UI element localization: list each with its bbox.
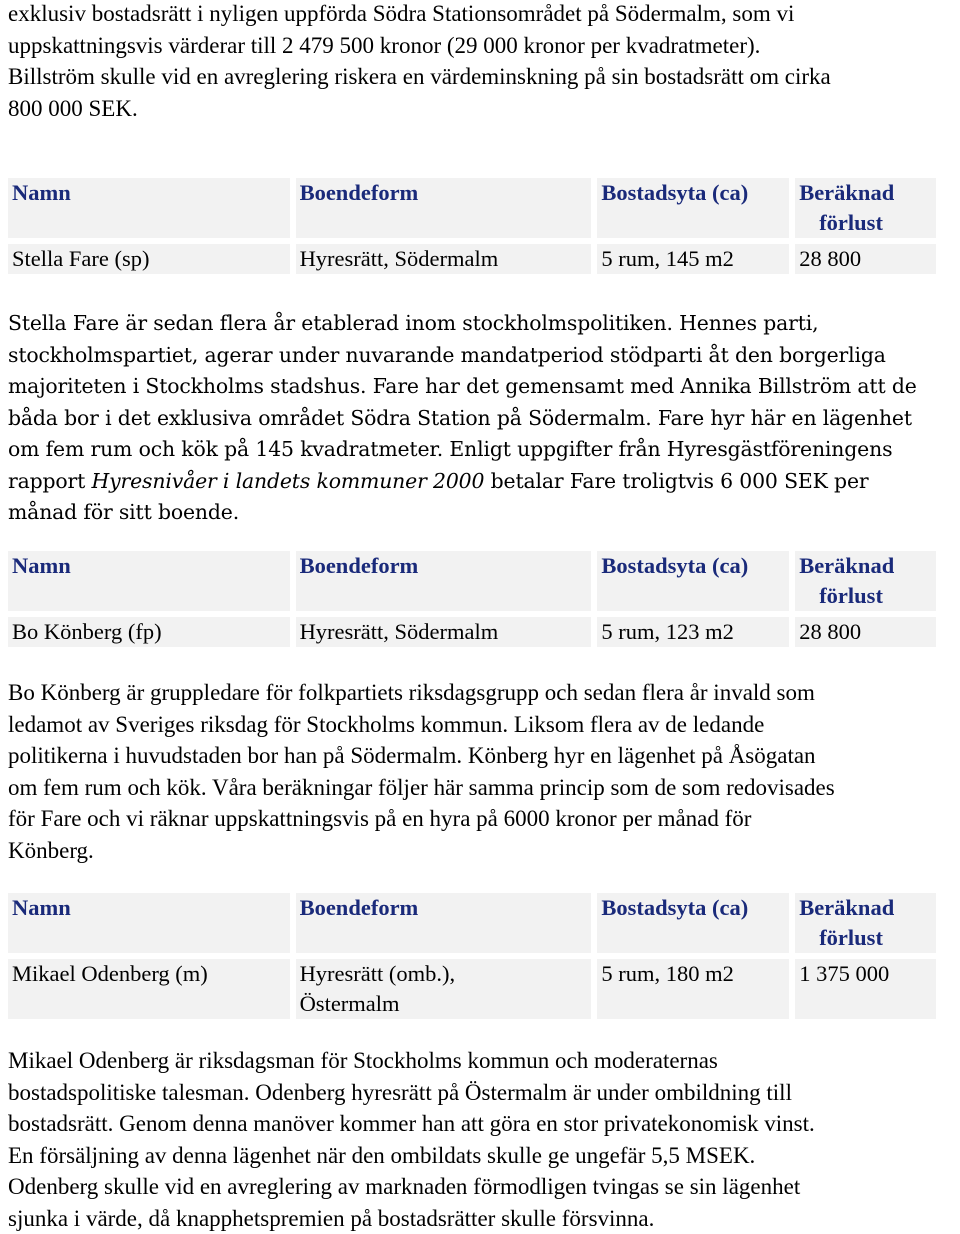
text-line: uppskattningsvis värderar till 2 479 500 kronor (29 000 kronor per kvadratmeter). xyxy=(8,30,956,62)
housing-table-odenberg xyxy=(2,887,942,1025)
cell-form: Hyresrätt, Södermalm xyxy=(296,617,592,647)
header-beraknad-forlust xyxy=(795,178,936,238)
table-row xyxy=(8,617,936,647)
text-line: stockholmspartiet, agerar under nuvarande mandatperiod stödparti åt den borgerliga xyxy=(8,340,956,372)
header-namn: Namn xyxy=(8,893,290,953)
text-line: Bo Könberg är gruppledare för folkpartiets riksdagsgrupp och sedan flera år invald som xyxy=(8,677,956,709)
table-header-row xyxy=(8,551,936,611)
text-line: 800 000 SEK. xyxy=(8,93,956,125)
text-line: Könberg. xyxy=(8,835,956,867)
text-line: båda bor i det exklusiva området Södra Station på Södermalm. Fare hyr här en lägenhet xyxy=(8,403,956,435)
cell-name: Stella Fare (sp) xyxy=(8,244,290,274)
konberg-paragraph xyxy=(8,677,956,866)
header-namn: Namn xyxy=(8,178,290,238)
header-boendeform: Boendeform xyxy=(296,893,592,953)
cell-form-line: Hyresrätt (omb.), xyxy=(300,959,588,989)
text-line: Billström skulle vid en avreglering riskera en värdeminskning på sin bostadsrätt om cirka xyxy=(8,61,956,93)
text-line: Odenberg skulle vid en avreglering av marknaden förmodligen tvingas se sin lägenhet xyxy=(8,1171,956,1203)
header-beraknad-forlust xyxy=(795,893,936,953)
report-title: Hyresnivåer i landets kommuner 2000 xyxy=(92,469,485,493)
text-line: exklusiv bostadsrätt i nyligen uppförda Södra Stationsområdet på Södermalm, som vi xyxy=(8,0,956,30)
header-forlust: förlust xyxy=(799,923,932,953)
table-row xyxy=(8,244,936,274)
text-line: Stella Fare är sedan flera år etablerad inom stockholmspolitiken. Hennes parti, xyxy=(8,308,956,340)
cell-loss: 28 800 xyxy=(795,244,936,274)
cell-name: Bo Könberg (fp) xyxy=(8,617,290,647)
header-bostadsyta: Bostadsyta (ca) xyxy=(597,551,789,611)
text-fragment: betalar Fare troligtvis 6 000 SEK per xyxy=(484,469,868,493)
header-beraknad: Beräknad xyxy=(799,893,932,923)
cell-area: 5 rum, 123 m2 xyxy=(597,617,789,647)
text-line xyxy=(8,466,956,498)
cell-area: 5 rum, 180 m2 xyxy=(597,959,789,1019)
text-line: månad för sitt boende. xyxy=(8,497,956,529)
text-line: Mikael Odenberg är riksdagsman för Stockholms kommun och moderaternas xyxy=(8,1045,956,1077)
header-bostadsyta: Bostadsyta (ca) xyxy=(597,178,789,238)
housing-table-fare xyxy=(2,172,942,280)
cell-form: Hyresrätt, Södermalm xyxy=(296,244,592,274)
header-namn: Namn xyxy=(8,551,290,611)
text-line: politikerna i huvudstaden bor han på Södermalm. Könberg hyr en lägenhet på Åsögatan xyxy=(8,740,956,772)
odenberg-paragraph xyxy=(8,1045,956,1234)
cell-loss: 1 375 000 xyxy=(795,959,936,1019)
text-line: En försäljning av denna lägenhet när den ombildats skulle ge ungefär 5,5 MSEK. xyxy=(8,1140,956,1172)
header-beraknad: Beräknad xyxy=(799,178,932,208)
cell-form-line: Östermalm xyxy=(300,989,588,1019)
text-line: om fem rum och kök på 145 kvadratmeter. Enligt uppgifter från Hyresgästföreningens xyxy=(8,434,956,466)
text-line: om fem rum och kök. Våra beräkningar följer här samma princip som de som redovisades xyxy=(8,772,956,804)
intro-paragraph xyxy=(8,0,956,124)
text-line: bostadsrätt. Genom denna manöver kommer han att göra en stor privatekonomisk vinst. xyxy=(8,1108,956,1140)
header-bostadsyta: Bostadsyta (ca) xyxy=(597,893,789,953)
header-boendeform: Boendeform xyxy=(296,551,592,611)
text-line: bostadspolitiske talesman. Odenberg hyresrätt på Östermalm är under ombildning till xyxy=(8,1077,956,1109)
header-forlust: förlust xyxy=(799,208,932,238)
cell-area: 5 rum, 145 m2 xyxy=(597,244,789,274)
cell-loss: 28 800 xyxy=(795,617,936,647)
text-line: ledamot av Sveriges riksdag för Stockholms kommun. Liksom flera av de ledande xyxy=(8,709,956,741)
table-header-row xyxy=(8,178,936,238)
header-beraknad-forlust xyxy=(795,551,936,611)
cell-form xyxy=(296,959,592,1019)
table-row xyxy=(8,959,936,1019)
text-line: för Fare och vi räknar uppskattningsvis på en hyra på 6000 kronor per månad för xyxy=(8,803,956,835)
table-header-row xyxy=(8,893,936,953)
fare-paragraph xyxy=(8,308,956,529)
text-fragment: rapport xyxy=(8,469,92,493)
header-boendeform: Boendeform xyxy=(296,178,592,238)
text-line: sjunka i värde, då knapphetspremien på bostadsrätter skulle försvinna. xyxy=(8,1203,956,1234)
cell-name: Mikael Odenberg (m) xyxy=(8,959,290,1019)
header-beraknad: Beräknad xyxy=(799,551,932,581)
text-line: majoriteten i Stockholms stadshus. Fare har det gemensamt med Annika Billström att de xyxy=(8,371,956,403)
header-forlust: förlust xyxy=(799,581,932,611)
housing-table-konberg xyxy=(2,545,942,653)
